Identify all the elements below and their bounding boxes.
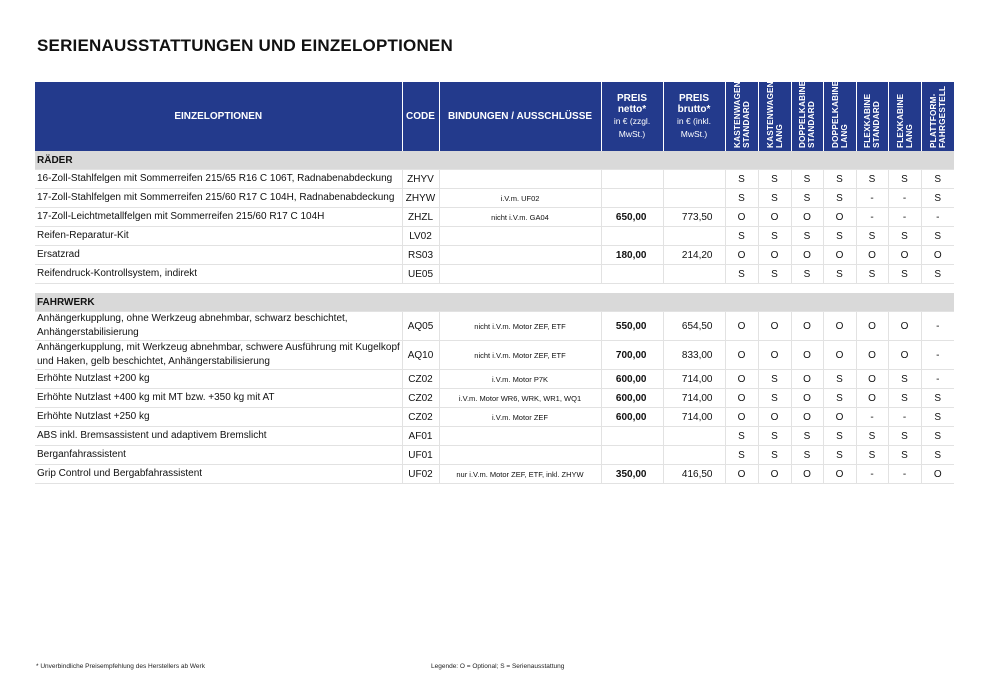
table-row (35, 465, 954, 484)
table-row (35, 389, 954, 408)
variant-cell: O (823, 312, 856, 341)
header-variant (823, 82, 856, 151)
option-bindungen (439, 227, 601, 246)
price-netto: 650,00 (601, 208, 663, 227)
variant-cell: S (758, 446, 791, 465)
variant-cell: O (921, 465, 954, 484)
variant-cell: - (921, 370, 954, 389)
option-code: UE05 (402, 265, 439, 284)
header-brutto-label: PREIS brutto* (677, 92, 711, 115)
header-bindungen: BINDUNGEN / AUSSCHLÜSSE (439, 82, 601, 151)
variant-cell: S (725, 227, 758, 246)
variant-cell: S (921, 408, 954, 427)
variant-cell: S (725, 446, 758, 465)
variant-cell: S (791, 265, 823, 284)
option-code: RS03 (402, 246, 439, 265)
table-row (35, 189, 954, 208)
variant-cell: - (856, 189, 888, 208)
variant-cell: S (856, 427, 888, 446)
variant-cell: S (758, 427, 791, 446)
table-header-row (35, 82, 954, 151)
price-netto (601, 170, 663, 189)
option-code: ZHYW (402, 189, 439, 208)
option-name: 16-Zoll-Stahlfelgen mit Sommerreifen 215/65 R16 C 106T, Radnabenabdeckung (35, 170, 402, 189)
variant-cell: O (921, 246, 954, 265)
variant-cell: - (888, 408, 921, 427)
option-name: Ersatzrad (35, 246, 402, 265)
price-netto: 350,00 (601, 465, 663, 484)
table-row (35, 446, 954, 465)
price-netto (601, 427, 663, 446)
option-code: AQ10 (402, 341, 439, 370)
options-table (35, 82, 954, 484)
variant-cell: - (856, 408, 888, 427)
price-netto: 600,00 (601, 408, 663, 427)
option-code: ZHZL (402, 208, 439, 227)
price-brutto: 714,00 (663, 389, 725, 408)
option-name: Reifendruck-Kontrollsystem, indirekt (35, 265, 402, 284)
option-bindungen: nur i.V.m. Motor ZEF, ETF, inkl. ZHYW (439, 465, 601, 484)
option-name: Anhängerkupplung, mit Werkzeug abnehmbar, schwere Ausführung mit Kugelkopf und Haken, gelb beschichtet, Anhängerstabilisierung (35, 341, 402, 370)
header-netto-label: PREIS netto* (616, 92, 647, 115)
price-brutto: 654,50 (663, 312, 725, 341)
header-name: EINZELOPTIONEN (35, 82, 402, 151)
header-netto-sub: in € (zzgl. MwSt.) (613, 115, 651, 139)
variant-cell: S (791, 170, 823, 189)
variant-cell: S (921, 389, 954, 408)
option-code: CZ02 (402, 408, 439, 427)
table-row (35, 370, 954, 389)
variant-cell: O (791, 246, 823, 265)
variant-cell: O (823, 465, 856, 484)
option-name: Erhöhte Nutzlast +200 kg (35, 370, 402, 389)
section-title: RÄDER (35, 151, 954, 170)
table-row (35, 427, 954, 446)
variant-cell: O (888, 312, 921, 341)
variant-cell: S (823, 389, 856, 408)
variant-cell: S (725, 170, 758, 189)
variant-cell: O (823, 408, 856, 427)
variant-cell: O (791, 370, 823, 389)
header-brutto-sub: in € (inkl. MwSt.) (676, 115, 711, 139)
price-netto: 600,00 (601, 389, 663, 408)
table-row (35, 208, 954, 227)
price-brutto: 773,50 (663, 208, 725, 227)
variant-cell: S (725, 265, 758, 284)
option-code: UF01 (402, 446, 439, 465)
variant-cell: O (725, 370, 758, 389)
variant-cell: O (725, 465, 758, 484)
header-variant-label: DOPPELKABINE STANDARD (798, 80, 816, 148)
header-variant (921, 82, 954, 151)
option-name: ABS inkl. Bremsassistent und adaptivem Bremslicht (35, 427, 402, 446)
header-variant (791, 82, 823, 151)
variant-cell: S (888, 370, 921, 389)
header-variant (856, 82, 888, 151)
option-code: AF01 (402, 427, 439, 446)
price-netto: 550,00 (601, 312, 663, 341)
variant-cell: - (921, 208, 954, 227)
option-bindungen: i.V.m. Motor P7K (439, 370, 601, 389)
variant-cell: O (791, 389, 823, 408)
variant-cell: S (823, 189, 856, 208)
table-row (35, 408, 954, 427)
price-brutto: 833,00 (663, 341, 725, 370)
variant-cell: - (888, 208, 921, 227)
option-name: Erhöhte Nutzlast +400 kg mit MT bzw. +350 kg mit AT (35, 389, 402, 408)
option-code: UF02 (402, 465, 439, 484)
variant-cell: O (758, 208, 791, 227)
variant-cell: S (888, 446, 921, 465)
variant-cell: O (856, 246, 888, 265)
variant-cell: O (823, 246, 856, 265)
price-netto (601, 265, 663, 284)
option-bindungen: i.V.m. UF02 (439, 189, 601, 208)
header-code: CODE (402, 82, 439, 151)
table-row (35, 341, 954, 370)
variant-cell: O (856, 370, 888, 389)
price-netto: 600,00 (601, 370, 663, 389)
variant-cell: O (888, 246, 921, 265)
price-brutto: 714,00 (663, 370, 725, 389)
variant-cell: S (921, 427, 954, 446)
variant-cell: S (725, 427, 758, 446)
header-variant-label: FLEXKABINE LANG (895, 93, 914, 148)
variant-cell: O (791, 312, 823, 341)
section-row (35, 293, 954, 312)
price-brutto (663, 227, 725, 246)
variant-cell: S (888, 427, 921, 446)
variant-cell: O (791, 341, 823, 370)
table-row (35, 170, 954, 189)
header-variant-label: KASTENWAGEN STANDARD (732, 81, 751, 148)
section-spacer (35, 284, 954, 294)
spacer-cell (35, 284, 954, 294)
variant-cell: O (758, 341, 791, 370)
variant-cell: S (758, 389, 791, 408)
table-row (35, 246, 954, 265)
option-bindungen: nicht i.V.m. GA04 (439, 208, 601, 227)
section-row (35, 151, 954, 170)
variant-cell: S (725, 189, 758, 208)
header-variant-label: KASTENWAGEN LANG (765, 81, 784, 148)
price-brutto: 214,20 (663, 246, 725, 265)
variant-cell: O (791, 465, 823, 484)
option-bindungen: nicht i.V.m. Motor ZEF, ETF (439, 341, 601, 370)
variant-cell: S (758, 370, 791, 389)
option-code: AQ05 (402, 312, 439, 341)
option-bindungen (439, 427, 601, 446)
variant-cell: S (758, 189, 791, 208)
variant-cell: O (888, 341, 921, 370)
variant-cell: S (921, 227, 954, 246)
variant-cell: S (823, 227, 856, 246)
variant-cell: S (823, 427, 856, 446)
variant-cell: S (888, 389, 921, 408)
variant-cell: S (758, 265, 791, 284)
variant-cell: S (823, 170, 856, 189)
price-netto (601, 189, 663, 208)
variant-cell: O (856, 341, 888, 370)
variant-cell: S (823, 446, 856, 465)
variant-cell: S (791, 427, 823, 446)
variant-cell: - (921, 312, 954, 341)
variant-cell: - (856, 465, 888, 484)
price-netto (601, 446, 663, 465)
option-name: Grip Control und Bergabfahrassistent (35, 465, 402, 484)
variant-cell: S (856, 265, 888, 284)
option-code: ZHYV (402, 170, 439, 189)
variant-cell: O (725, 312, 758, 341)
table-row (35, 227, 954, 246)
variant-cell: O (725, 341, 758, 370)
variant-cell: S (921, 265, 954, 284)
header-variant (725, 82, 758, 151)
price-footnote: * Unverbindliche Preisempfehlung des Herstellers ab Werk (36, 663, 205, 670)
table-row (35, 312, 954, 341)
option-name: 17-Zoll-Leichtmetallfelgen mit Sommerreifen 215/60 R17 C 104H (35, 208, 402, 227)
header-netto (601, 82, 663, 151)
variant-cell: O (758, 465, 791, 484)
option-bindungen (439, 446, 601, 465)
option-code: CZ02 (402, 389, 439, 408)
variant-cell: S (823, 370, 856, 389)
variant-cell: S (921, 446, 954, 465)
header-variant (758, 82, 791, 151)
price-netto (601, 227, 663, 246)
price-netto: 700,00 (601, 341, 663, 370)
option-bindungen (439, 246, 601, 265)
variant-cell: O (725, 408, 758, 427)
variant-cell: - (921, 341, 954, 370)
price-brutto (663, 427, 725, 446)
option-code: LV02 (402, 227, 439, 246)
variant-cell: S (791, 446, 823, 465)
header-variant (888, 82, 921, 151)
variant-cell: S (921, 189, 954, 208)
section-title: FAHRWERK (35, 293, 954, 312)
option-name: 17-Zoll-Stahlfelgen mit Sommerreifen 215/60 R17 C 104H, Radnabenabdeckung (35, 189, 402, 208)
price-netto: 180,00 (601, 246, 663, 265)
variant-cell: S (856, 227, 888, 246)
variant-cell: S (791, 227, 823, 246)
variant-cell: S (823, 265, 856, 284)
option-bindungen (439, 265, 601, 284)
option-name: Berganfahrassistent (35, 446, 402, 465)
variant-cell: O (791, 408, 823, 427)
variant-cell: O (725, 389, 758, 408)
variant-cell: S (856, 170, 888, 189)
variant-cell: S (791, 189, 823, 208)
variant-cell: O (791, 208, 823, 227)
option-bindungen (439, 170, 601, 189)
header-variant-label: FLEXKABINE STANDARD (863, 93, 881, 148)
variant-cell: S (888, 170, 921, 189)
variant-cell: O (758, 246, 791, 265)
variant-cell: S (921, 170, 954, 189)
variant-cell: - (888, 189, 921, 208)
variant-cell: S (856, 446, 888, 465)
option-bindungen: i.V.m. Motor ZEF (439, 408, 601, 427)
option-bindungen: nicht i.V.m. Motor ZEF, ETF (439, 312, 601, 341)
variant-cell: O (823, 341, 856, 370)
page-title: SERIENAUSSTATTUNGEN UND EINZELOPTIONEN (37, 36, 453, 55)
option-name: Reifen-Reparatur-Kit (35, 227, 402, 246)
variant-cell: O (823, 208, 856, 227)
legend-note: Legende: O = Optional; S = Serienausstattung (431, 663, 565, 670)
price-brutto: 416,50 (663, 465, 725, 484)
option-code: CZ02 (402, 370, 439, 389)
header-variant-label: DOPPELKABINE LANG (830, 80, 849, 148)
table-row (35, 265, 954, 284)
price-brutto (663, 170, 725, 189)
option-name: Anhängerkupplung, ohne Werkzeug abnehmbar, schwarz beschichtet, Anhängerstabilisierung (35, 312, 402, 341)
option-bindungen: i.V.m. Motor WR6, WRK, WR1, WQ1 (439, 389, 601, 408)
price-brutto (663, 265, 725, 284)
variant-cell: S (888, 265, 921, 284)
header-brutto (663, 82, 725, 151)
header-variant-label: PLATTFORM-FAHRGESTELL (928, 85, 947, 148)
variant-cell: S (758, 227, 791, 246)
variant-cell: O (856, 312, 888, 341)
option-name: Erhöhte Nutzlast +250 kg (35, 408, 402, 427)
variant-cell: O (725, 246, 758, 265)
price-brutto (663, 446, 725, 465)
variant-cell: O (758, 312, 791, 341)
variant-cell: S (888, 227, 921, 246)
price-brutto (663, 189, 725, 208)
price-brutto: 714,00 (663, 408, 725, 427)
variant-cell: - (856, 208, 888, 227)
variant-cell: O (725, 208, 758, 227)
variant-cell: - (888, 465, 921, 484)
variant-cell: O (856, 389, 888, 408)
variant-cell: O (758, 408, 791, 427)
variant-cell: S (758, 170, 791, 189)
